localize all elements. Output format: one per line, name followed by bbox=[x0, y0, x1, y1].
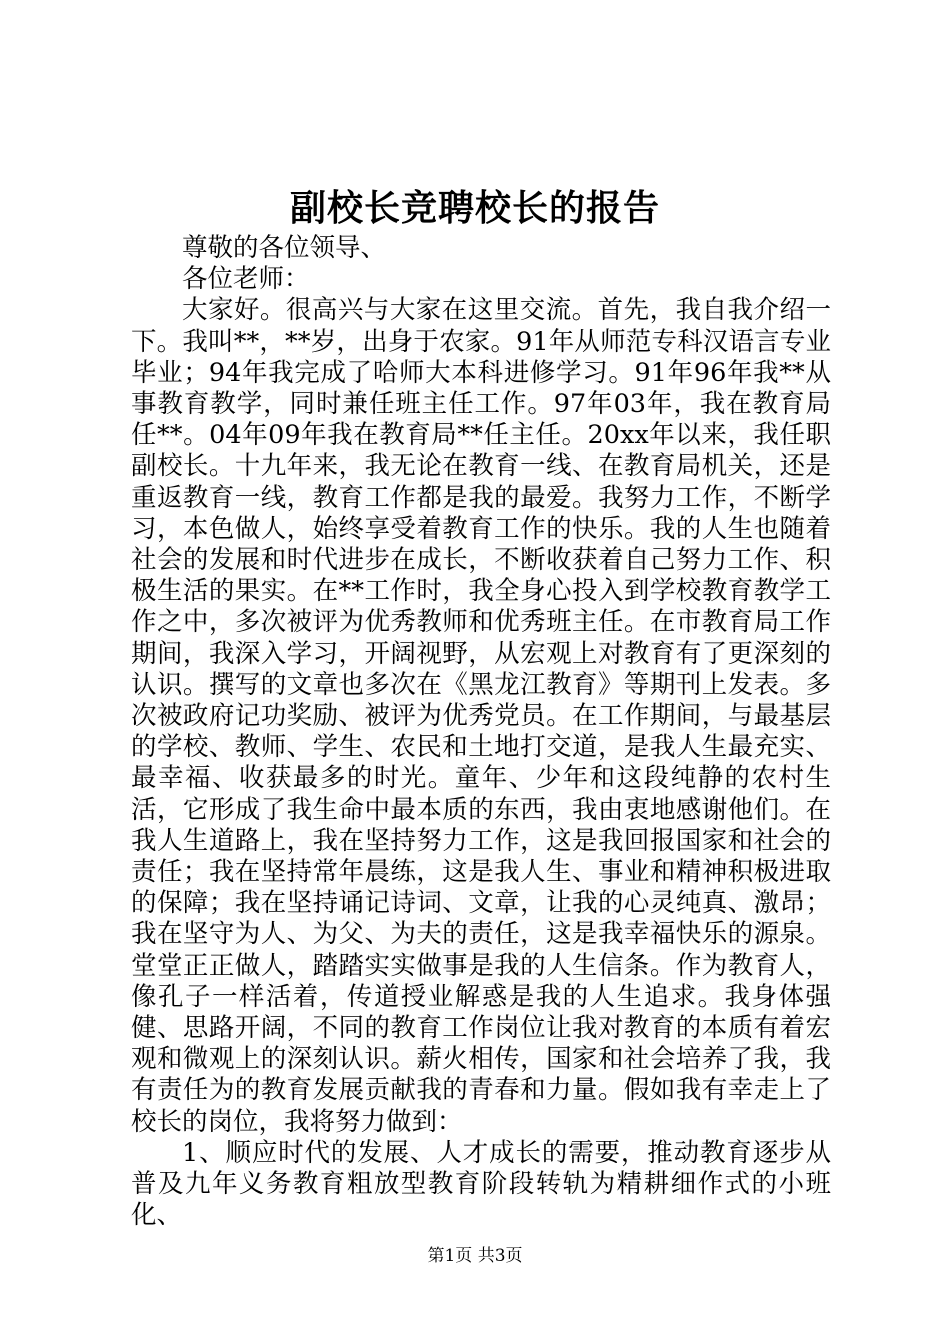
document-body bbox=[131, 233, 831, 1232]
salutation-line-1: 尊敬的各位领导、 bbox=[182, 233, 387, 263]
page-footer: 第1页 共3页 bbox=[427, 1246, 523, 1266]
salutation-line-2: 各位老师： bbox=[182, 264, 310, 295]
body-paragraph: 1、顺应时代的发展、人才成长的需要，推动教育逐步从普及九年义务教育粗放型教育阶段转轨为精耕细作式的小班化、 bbox=[131, 1137, 831, 1231]
body-paragraph: 大家好。很高兴与大家在这里交流。首先，我自我介绍一下。我叫**，**岁，出身于农家。91年从师范专科汉语言专业毕业；94年我完成了哈师大本科进修学习。91年96年我**从事教育教学，同时兼任班主任工作。97年03年，我在教育局任**。04年09年我在教育局**任主任。20xx年以来，我任职副校长。十九年来，我无论在教育一线、在教育局机关，还是重返教育一线，教育工作都是我的最爱。我努力工作，不断学习，本色做人，始终享受着教育工作的快乐。我的人生也随着社会的发展和时代进步在成长，不断收获着自己努力工作、积极生活的果实。在**工作时，我全身心投入到学校教育教学工作之中，多次被评为优秀教师和优秀班主任。在市教育局工作期间，我深入学习，开阔视野，从宏观上对教育有了更深刻的认识。撰写的文章也多次在《黑龙江教育》等期刊上发表。多次被政府记功奖励、被评为优秀党员。在工作期间，与最基层的学校、教师、学生、农民和土地打交道，是我人生最充实、最幸福、收获最多的时光。童年、少年和这段纯静的农村生活，它形成了我生命中最本质的东西，我由衷地感谢他们。在我人生道路上，我在坚持努力工作，这是我回报国家和社会的责任；我在坚持常年晨练，这是我人生、事业和精神积极进取的保障；我在坚持诵记诗词、文章，让我的心灵纯真、激昂；我在坚守为人、为父、为夫的责任，这是我幸福快乐的源泉。堂堂正正做人，踏踏实实做事是我的人生信条。作为教育人，像孔子一样活着，传道授业解惑是我的人生追求。我身体强健、思路开阔，不同的教育工作岗位让我对教育的本质有着宏观和微观上的深刻认识。薪火相传，国家和社会培养了我，我有责任为的教育发展贡献我的青春和力量。假如我有幸走上了校长的岗位，我将努力做到： bbox=[131, 295, 831, 1137]
document-title: 副校长竞聘校长的报告 bbox=[289, 187, 660, 229]
